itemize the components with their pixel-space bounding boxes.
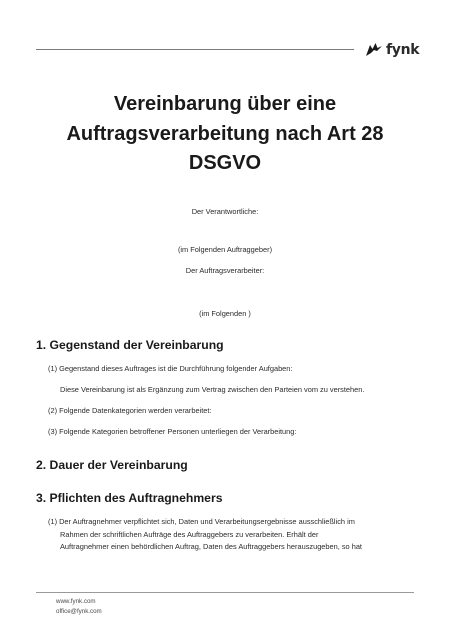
section-1-paragraph-1-sub: Diese Vereinbarung ist als Ergänzung zum Vertrag zwischen den Parteien vom zu verstehen. (60, 385, 365, 394)
footer-email[interactable]: office@fynk.com (56, 608, 102, 615)
footer-website[interactable]: www.fynk.com (56, 598, 96, 605)
header-divider (36, 49, 354, 50)
section-1-heading: 1. Gegenstand der Vereinbarung (36, 338, 224, 352)
title-line-2: Auftragsverarbeitung nach Art 28 (66, 122, 384, 145)
paragraph-line: Rahmen der schriftlichen Aufträge des Auftraggebers zu verarbeiten. Erhält der (60, 529, 319, 539)
processor-note: (im Folgenden ) (199, 309, 251, 318)
document-title (60, 90, 390, 179)
controller-note: (im Folgenden Auftraggeber) (177, 245, 273, 254)
section-2-heading: 2. Dauer der Vereinbarung (36, 458, 188, 472)
section-1-paragraph-3: (3) Folgende Kategorien betroffener Personen unterliegen der Verarbeitung: (48, 427, 297, 436)
title-line-1: Vereinbarung über eine (113, 93, 337, 115)
section-1-paragraph-1: (1) Gegenstand dieses Auftrages ist die Durchführung folgender Aufgaben: (48, 364, 293, 373)
section-3-heading: 3. Pflichten des Auftragnehmers (36, 491, 223, 505)
paragraph-line: (1) Der Auftragnehmer verpflichtet sich, Daten und Verarbeitungsergebnisse ausschließlich im (48, 517, 355, 526)
controller-label: Der Verantwortliche: (191, 207, 259, 216)
processor-label: Der Auftragsverarbeiter: (185, 266, 265, 275)
title-line-3: DSGVO (188, 152, 262, 174)
fynk-logo (365, 40, 419, 60)
section-3-paragraph-1 (48, 516, 418, 554)
footer-divider (36, 592, 414, 593)
section-1-paragraph-2: (2) Folgende Datenkategorien werden verarbeitet: (48, 406, 212, 415)
logo-text: fynk (386, 42, 420, 58)
paragraph-line: Auftragnehmer einen behördlichen Auftrag, Daten des Auftraggebers herauszugeben, so hat (60, 542, 362, 551)
bird-icon (365, 42, 383, 58)
